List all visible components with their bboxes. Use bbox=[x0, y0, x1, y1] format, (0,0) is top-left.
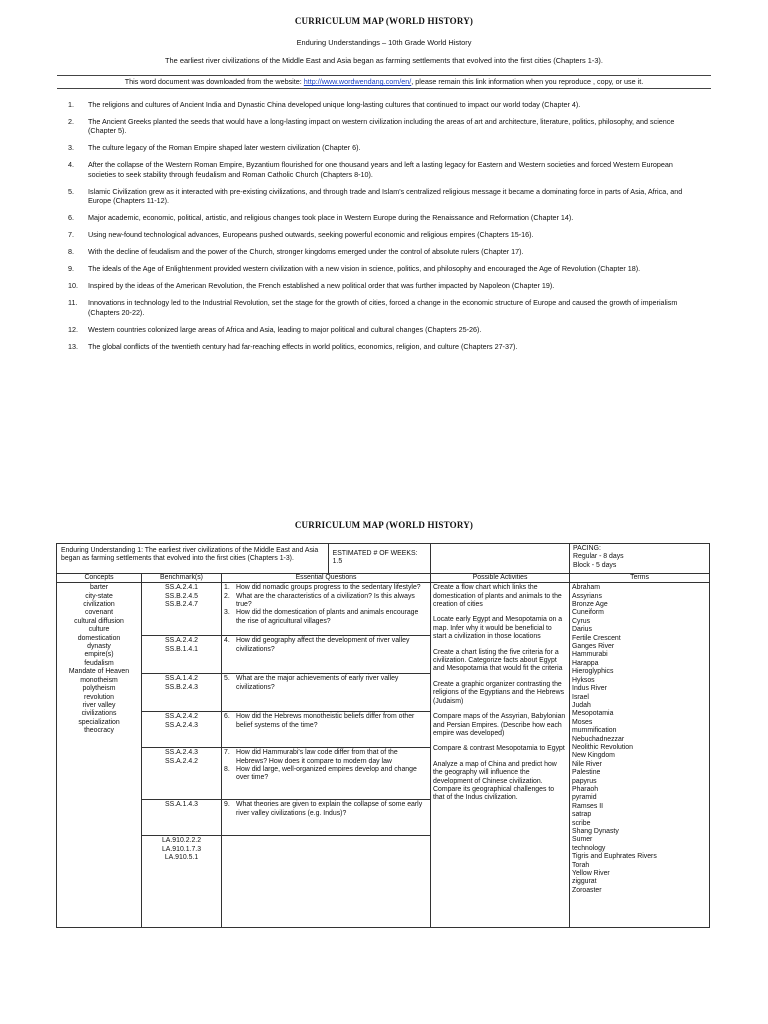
col-header-benchmarks: Benchmark(s) bbox=[142, 573, 222, 582]
understanding-text: Western countries colonized large areas of Africa and Asia, leading to major political and cultural changes (Chapters 25-26). bbox=[88, 324, 482, 334]
term-item: Ramses II bbox=[572, 802, 604, 810]
understanding-text: Inspired by the ideas of the American Revolution, the French established a new political order that was further impacted by Napoleon (Chapter 19). bbox=[88, 281, 555, 291]
understanding-text: The Ancient Greeks planted the seeds that would have a long-lasting impact on western civilization including the areas of art and architecture, literature, politics, philosophy, and science (Chapter 5). bbox=[88, 117, 675, 136]
activities-cell bbox=[431, 583, 570, 928]
understanding-item bbox=[62, 247, 702, 256]
question-item bbox=[224, 766, 428, 783]
understanding-item bbox=[62, 117, 702, 136]
understanding-number: 1. bbox=[68, 100, 74, 109]
understanding-item bbox=[62, 100, 702, 109]
question-text: How did the domestication of plants and animals encourage the rise of agricultural villages? bbox=[236, 609, 419, 625]
term-item: Cyrus bbox=[572, 617, 591, 625]
term-item: Israel bbox=[572, 693, 589, 701]
term-item: Harappa bbox=[572, 659, 599, 667]
document-subtitle: Enduring Understandings – 10th Grade World History bbox=[296, 38, 472, 47]
benchmarks-cell bbox=[142, 583, 222, 636]
understanding-text: The ideals of the Age of Enlightenment provided western civilization with a new vision in science, politics, and philosophy and encouraged the Age of Revolution (Chapter 18). bbox=[88, 264, 641, 274]
understanding-item bbox=[62, 143, 702, 152]
benchmarks-cell bbox=[142, 674, 222, 712]
understanding-item bbox=[62, 230, 702, 239]
benchmark-item: SS.A.2.4.3 bbox=[165, 749, 198, 757]
understanding-text: The global conflicts of the twentieth century had far-reaching effects in world politics, economics, religion, and culture (Chapters 27-37). bbox=[88, 341, 518, 351]
understanding-number: 6. bbox=[68, 213, 74, 223]
understanding-number: 5. bbox=[68, 186, 74, 196]
notice-after: , please remain this link information when you reproduce , copy, or use it. bbox=[411, 77, 644, 86]
col-header-terms: Terms bbox=[570, 573, 710, 582]
term-item: Hieroglyphics bbox=[572, 668, 614, 676]
question-number: 8. bbox=[224, 766, 230, 774]
col-header-activities: Possible Activities bbox=[431, 573, 570, 582]
understanding-text: The culture legacy of the Roman Empire shaped later western civilization (Chapter 6). bbox=[88, 143, 361, 153]
activity-item: Create a graphic organizer contrasting the religions of the Egyptians and the Hebrews (Judaism) bbox=[433, 680, 565, 705]
column-header-row bbox=[57, 573, 710, 582]
benchmark-item: SS.A.1.4.2 bbox=[165, 675, 198, 683]
col-header-concepts: Concepts bbox=[57, 573, 142, 582]
question-text: How did large, well-organized empires develop and change over time? bbox=[236, 766, 417, 782]
term-item: Judah bbox=[572, 701, 591, 709]
understanding-text: Islamic Civilization grew as it interacted with pre-existing civilizations, and through trade and Islam's centralized religious message it became a dominating force in parts of Asia, Africa, and Europe (Chapters 11-12). bbox=[88, 186, 683, 206]
map-header-row bbox=[57, 544, 710, 574]
understanding-number: 3. bbox=[68, 143, 74, 153]
term-item: Darius bbox=[572, 626, 592, 634]
questions-cell bbox=[222, 674, 431, 712]
question-item bbox=[224, 749, 428, 766]
term-item: Yellow River bbox=[572, 870, 610, 878]
question-text: What are the characteristics of a civilization? Is this always true? bbox=[236, 592, 415, 609]
benchmark-item: LA.910.2.2.2 bbox=[161, 837, 202, 845]
pacing-cell bbox=[570, 544, 710, 574]
question-item bbox=[224, 675, 428, 692]
pacing-label: PACING: bbox=[573, 545, 601, 552]
term-item: Sumer bbox=[572, 836, 593, 844]
term-item: Hammurabi bbox=[572, 651, 608, 659]
download-notice bbox=[57, 75, 711, 89]
understanding-text: After the collapse of the Western Roman Empire, Byzantium flourished for one thousand years and left a lasting legacy for Eastern and Western societies and forced Western European societies to seek stability through feudalism and Roman Catholic Church (Chapters 8-10). bbox=[88, 160, 673, 179]
question-item bbox=[224, 609, 428, 626]
term-item: technology bbox=[572, 844, 606, 852]
enduring-understanding-cell bbox=[57, 544, 431, 574]
pacing-regular: Regular - 8 days bbox=[573, 553, 624, 561]
question-item bbox=[224, 637, 428, 654]
term-item: Indus River bbox=[572, 685, 607, 693]
benchmark-item: SS.B.2.4.3 bbox=[165, 683, 198, 691]
blank-cell bbox=[431, 544, 570, 574]
concept-item: theocracy bbox=[84, 727, 114, 735]
question-number: 6. bbox=[224, 713, 230, 721]
term-item: scribe bbox=[572, 819, 591, 827]
benchmarks-cell bbox=[142, 836, 222, 928]
term-item: Assyrians bbox=[572, 592, 602, 600]
pacing-block: Block - 5 days bbox=[573, 561, 617, 569]
question-text: How did the Hebrews monotheistic beliefs differ from other belief systems of the time? bbox=[236, 713, 415, 729]
question-number: 7. bbox=[224, 749, 230, 757]
term-item: Ganges River bbox=[572, 643, 615, 651]
concept-item: cultural diffusion bbox=[74, 617, 124, 625]
understanding-text: Using new-found technological advances, Europeans pushed outwards, seeking powerful economic and religious empires (Chapters 15-16). bbox=[88, 230, 534, 240]
term-item: Mesopotamia bbox=[572, 710, 614, 718]
benchmarks-cell bbox=[142, 636, 222, 674]
benchmarks-cell bbox=[142, 800, 222, 836]
concept-item: civilizations bbox=[81, 710, 117, 718]
activity-item: Compare & contrast Mesopotamia to Egypt bbox=[433, 745, 565, 753]
understanding-item bbox=[62, 213, 702, 222]
concept-item: empire(s) bbox=[84, 651, 114, 659]
enduring-understanding-text: Enduring Understanding 1: The earliest river civilizations of the Middle East and Asia began as farming settlements that evolved into the first cities (Chapters 1-3). bbox=[61, 547, 319, 563]
benchmark-item: SS.A.2.4.2 bbox=[165, 637, 198, 645]
understanding-item bbox=[62, 342, 702, 351]
understanding-text: The religions and cultures of Ancient India and Dynastic China developed unique long-lasting cultures that continued to impact our world today (Chapter 4). bbox=[88, 100, 581, 109]
question-number: 3. bbox=[224, 609, 230, 617]
question-item bbox=[224, 801, 428, 818]
term-item: Zoroaster bbox=[572, 886, 602, 894]
concept-item: city-state bbox=[85, 592, 113, 600]
curriculum-map-table bbox=[56, 543, 710, 928]
question-text: How did geography affect the development of river valley civilizations? bbox=[236, 637, 410, 653]
term-item: Neolithic Revolution bbox=[572, 743, 633, 751]
document-summary: The earliest river civilizations of the Middle East and Asia began as farming settlements that evolved into the first cities (Chapters 1-3). bbox=[165, 56, 603, 65]
understanding-number: 8. bbox=[68, 247, 74, 257]
understanding-item bbox=[62, 298, 702, 317]
understanding-item bbox=[62, 160, 702, 179]
map-row bbox=[57, 583, 710, 636]
question-number: 2. bbox=[224, 592, 230, 600]
term-item: Torah bbox=[572, 861, 590, 869]
benchmark-item: SS.A.2.4.2 bbox=[165, 757, 198, 765]
map-title: CURRICULUM MAP (WORLD HISTORY) bbox=[294, 520, 474, 530]
concept-item: dynasty bbox=[87, 643, 111, 651]
questions-cell bbox=[222, 712, 431, 748]
questions-cell bbox=[222, 800, 431, 836]
question-text: What theories are given to explain the collapse of some early river valley civilizations (e.g. Indus)? bbox=[236, 801, 423, 817]
term-item: Moses bbox=[572, 718, 593, 726]
understanding-item bbox=[62, 325, 702, 334]
notice-before: This word document was downloaded from the website: bbox=[124, 77, 304, 86]
concepts-cell bbox=[57, 583, 142, 928]
concept-item: Mandate of Heaven bbox=[68, 668, 130, 676]
concept-item: feudalism bbox=[84, 659, 114, 667]
term-item: Shang Dynasty bbox=[572, 828, 619, 835]
term-item: Pharaoh bbox=[572, 785, 599, 793]
term-item: Fertile Crescent bbox=[572, 634, 621, 642]
question-number: 1. bbox=[224, 584, 230, 592]
activity-item: Analyze a map of China and predict how the geography will influence the development of Chinese civilization. Compare its geographical challenges to that of the Indus civilization. bbox=[433, 760, 557, 802]
col-header-questions: Essential Questions bbox=[222, 573, 431, 582]
question-text: What are the major achievements of early river valley civilizations? bbox=[236, 675, 399, 691]
question-number: 9. bbox=[224, 801, 230, 809]
question-item bbox=[224, 713, 428, 730]
concept-item: culture bbox=[88, 626, 110, 634]
questions-cell bbox=[222, 748, 431, 800]
benchmark-item: SS.A.2.4.2 bbox=[165, 713, 198, 721]
questions-cell bbox=[222, 836, 431, 928]
concept-item: covenant bbox=[85, 609, 113, 617]
understanding-number: 9. bbox=[68, 264, 74, 274]
activity-item: Create a chart listing the five criteria for a civilization. Categorize facts about Egypt and Mesopotamia that would fit the criteria bbox=[433, 648, 563, 673]
benchmark-item: LA.910.5.1 bbox=[164, 854, 199, 862]
understanding-item bbox=[62, 264, 702, 273]
benchmark-item: SS.A.2.4.3 bbox=[165, 721, 198, 729]
term-item: Bronze Age bbox=[572, 601, 608, 609]
term-item: satrap bbox=[572, 811, 592, 819]
benchmark-item: SS.A.2.4.1 bbox=[165, 584, 198, 592]
question-text: How did nomadic groups progress to the sedentary lifestyle? bbox=[236, 584, 421, 592]
concept-item: polytheism bbox=[82, 685, 116, 693]
term-item: ziggurat bbox=[572, 878, 597, 886]
term-item: Hyksos bbox=[572, 676, 595, 684]
activity-item: Create a flow chart which links the domestication of plants and animals to the creation of cities bbox=[433, 584, 562, 609]
concept-item: monotheism bbox=[80, 676, 118, 684]
term-item: Tigris and Euphrates Rivers bbox=[572, 853, 657, 861]
document-title: CURRICULUM MAP (WORLD HISTORY) bbox=[294, 16, 474, 26]
concept-item: domestication bbox=[77, 634, 121, 642]
concept-item: civilization bbox=[83, 601, 115, 609]
benchmark-item: LA.910.1.7.3 bbox=[161, 845, 202, 853]
understanding-number: 13. bbox=[68, 341, 78, 351]
term-item: Palestine bbox=[572, 769, 601, 777]
term-item: papyrus bbox=[572, 777, 597, 785]
term-item: Nebuchadnezzar bbox=[572, 735, 625, 743]
concept-item: specialization bbox=[78, 718, 120, 726]
understanding-number: 4. bbox=[68, 160, 74, 170]
concept-item: barter bbox=[89, 584, 108, 592]
question-number: 5. bbox=[224, 675, 230, 683]
term-item: mummification bbox=[572, 727, 617, 735]
understanding-text: Major academic, economic, political, artistic, and religious changes took place in Western Europe during the Renaissance and Reformation (Chapter 14). bbox=[88, 213, 574, 223]
estimated-weeks: ESTIMATED # OF WEEKS: 1.5 bbox=[328, 544, 426, 573]
activity-item: Compare maps of the Assyrian, Babylonian and Persian Empires. (Describe how each empire was developed) bbox=[433, 713, 566, 737]
term-item: pyramid bbox=[572, 794, 597, 802]
understanding-number: 11. bbox=[68, 298, 78, 308]
term-item: Cuneiform bbox=[572, 609, 604, 617]
question-text: How did Hammurabi's law code differ from that of the Hebrews? How does it compare to modern day law bbox=[236, 749, 398, 765]
source-link[interactable]: http://www.wordwendang.com/en/ bbox=[303, 77, 412, 86]
question-item bbox=[224, 593, 428, 610]
term-item: Nile River bbox=[572, 760, 602, 768]
understanding-item bbox=[62, 281, 702, 290]
concept-item: revolution bbox=[84, 693, 114, 701]
understanding-number: 10. bbox=[68, 281, 78, 291]
question-item bbox=[224, 584, 428, 592]
terms-cell bbox=[570, 583, 710, 928]
benchmark-item: SS.B.1.4.1 bbox=[165, 645, 198, 653]
benchmarks-cell bbox=[142, 748, 222, 800]
understandings-list bbox=[62, 100, 702, 359]
question-number: 4. bbox=[224, 637, 230, 645]
term-item: Abraham bbox=[572, 584, 600, 592]
benchmark-item: SS.A.1.4.3 bbox=[165, 801, 198, 809]
understanding-item bbox=[62, 187, 702, 206]
understanding-number: 12. bbox=[68, 324, 78, 334]
understanding-text: With the decline of feudalism and the power of the Church, stronger kingdoms emerged under the control of absolute rulers (Chapter 17). bbox=[88, 247, 524, 257]
benchmarks-cell bbox=[142, 712, 222, 748]
questions-cell bbox=[222, 583, 431, 636]
questions-cell bbox=[222, 636, 431, 674]
benchmark-item: SS.B.2.4.7 bbox=[165, 601, 198, 609]
understanding-number: 7. bbox=[68, 230, 74, 240]
understanding-text: Innovations in technology led to the Industrial Revolution, set the stage for the growth of cities, forced a change in the economic structure of Europe and caused the growth of imperialism (Chapters 20-22). bbox=[88, 298, 678, 317]
understanding-number: 2. bbox=[68, 117, 74, 126]
activity-item: Locate early Egypt and Mesopotamia on a map. Infer why it would be beneficial to start a civilization in those locations bbox=[433, 616, 563, 641]
term-item: New Kingdom bbox=[572, 752, 615, 760]
concept-item: river valley bbox=[82, 701, 116, 709]
benchmark-item: SS.B.2.4.5 bbox=[165, 592, 198, 600]
